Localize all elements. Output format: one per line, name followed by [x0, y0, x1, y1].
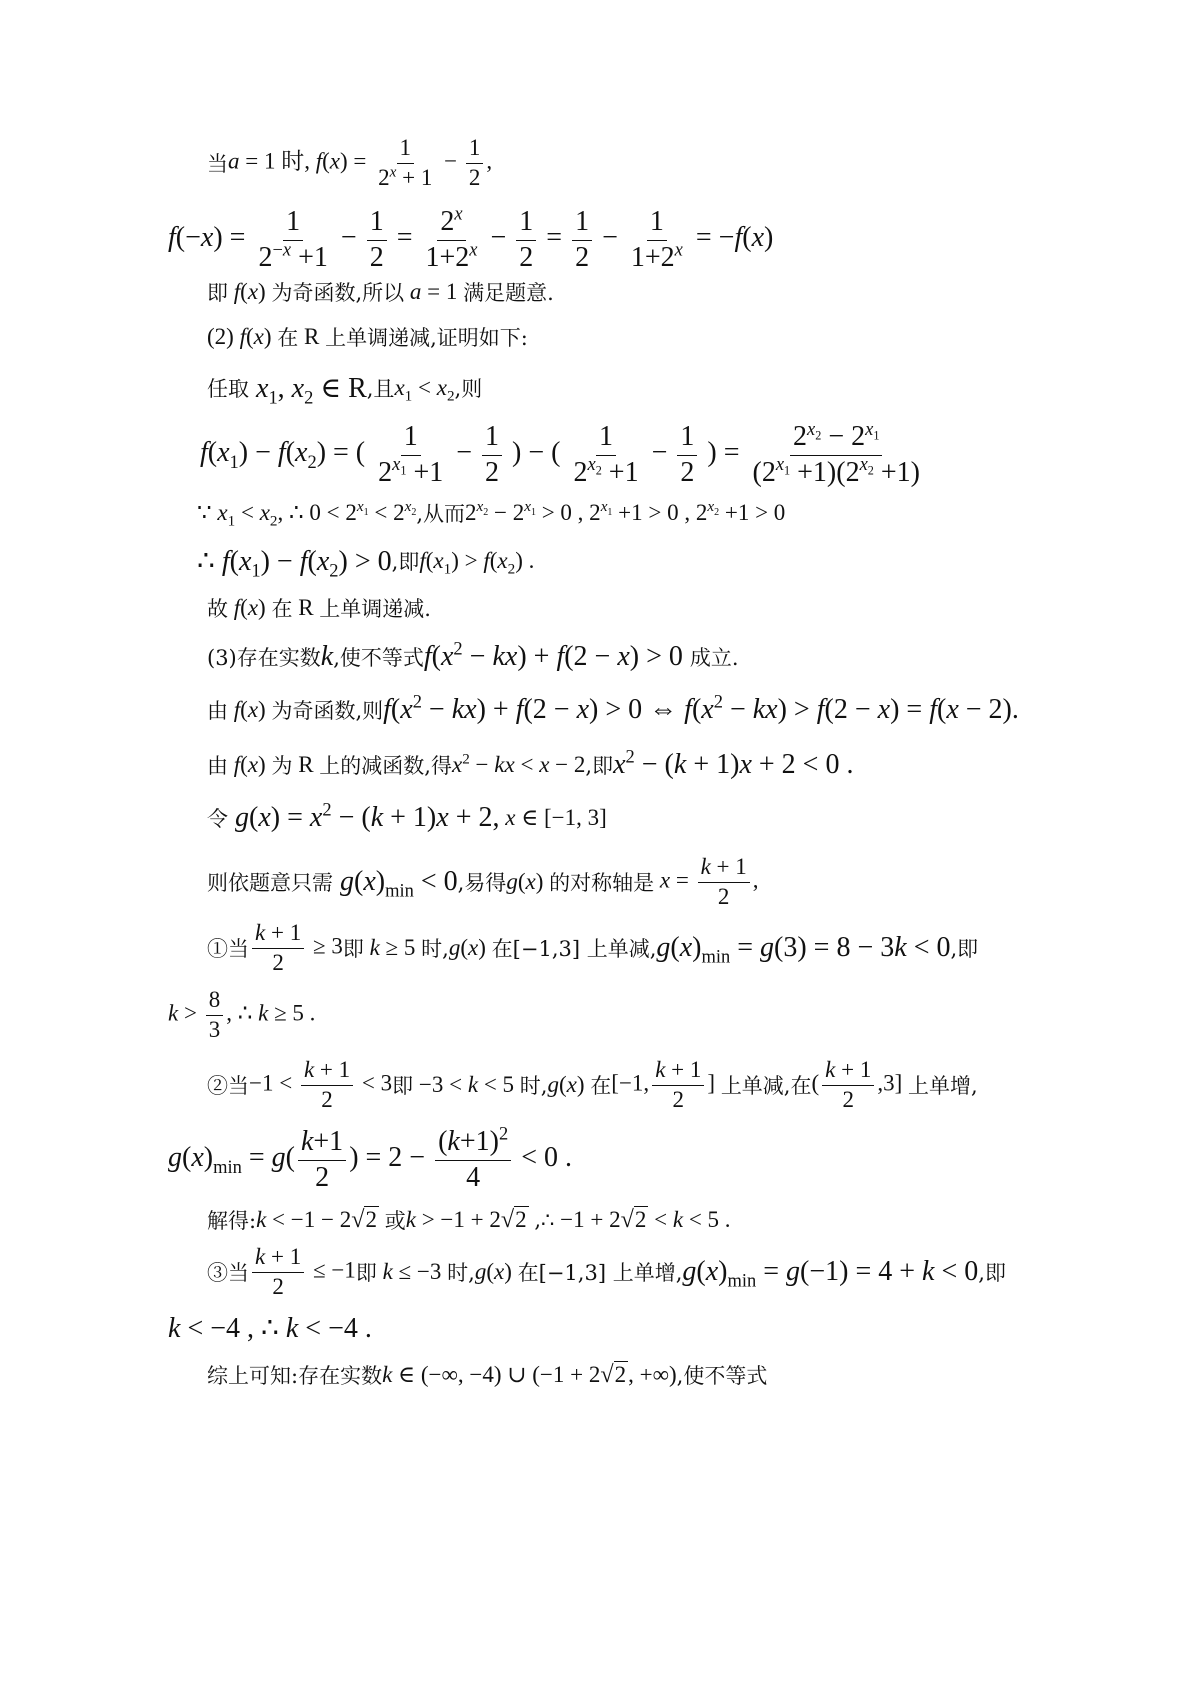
math-7b: $2^{x_2} - 2^{x_1} > 0$ , $2^{x_1} +1 > 0$ , $2^{x_2} +1 > 0$ — [465, 498, 786, 525]
text-9-after: 在 — [271, 597, 293, 621]
line-17 — [207, 1055, 1200, 1115]
line-12 — [207, 735, 1200, 795]
math-10b: $f(x^2 - kx) + f(2 - x) > 0$ — [423, 638, 690, 672]
text-19-lead: 解得: — [207, 1209, 257, 1233]
line-15 — [207, 918, 1200, 978]
text-15-mid: 时, — [421, 937, 449, 961]
line-11 — [207, 680, 1200, 740]
text-20-tail: 在[−1,3] 上单增, — [517, 1261, 683, 1285]
text-14-after: ,易得 — [457, 871, 507, 895]
line-2 — [168, 203, 1200, 273]
text-12-after: 为 — [271, 754, 293, 778]
math-17e: ( $\frac{k + 1}{2}$ ,3] — [811, 1056, 909, 1112]
text-15-after: 即 — [342, 937, 364, 961]
line-13 — [207, 788, 1200, 848]
math-12c: $x^2$ − kx < x − 2 — [451, 750, 586, 777]
math-17d: [−1, $\frac{k + 1}{2}$ ] — [611, 1056, 721, 1112]
math-15b: k ≥ 5 — [369, 935, 422, 960]
text-17-lead: ②当 — [207, 1074, 249, 1098]
math-12b: R — [292, 752, 320, 777]
text-5-tail: ,且 — [366, 377, 395, 401]
text-20-after: 即 — [355, 1261, 377, 1285]
text-8-tail: ,即 — [391, 550, 420, 574]
text-15-tail: 在[−1,3] 上单减, — [491, 937, 657, 961]
math-11a: f(x) — [233, 697, 272, 722]
text-5-end: ,则 — [454, 377, 483, 401]
text-20-mid: 时, — [447, 1261, 475, 1285]
text-7-mid: ,从而 — [416, 502, 465, 526]
math-16: k > $\frac{8}{3}$ , ∴ k ≥ 5 . — [168, 986, 316, 1042]
line-18 — [168, 1123, 1200, 1193]
text-12-lead: 由 — [207, 754, 228, 778]
math-20b: k ≤ −3 — [382, 1259, 448, 1284]
text-5-lead: 任取 — [207, 377, 249, 401]
text-4-after: 在 — [277, 326, 299, 350]
text-17-tail: 在 — [590, 1074, 612, 1098]
math-12d: $x^2 - (k + 1)x + 2 < 0$ . — [613, 746, 854, 780]
math-7a: ∵ $x_1 < x_2$, ∴ $0 < 2^{x_1} < 2^{x_2}$ — [197, 498, 417, 530]
math-13a: $g(x) = x^2 - (k + 1)x + 2$, — [235, 799, 500, 833]
math-3b: a = 1 — [409, 279, 464, 304]
math-5a: $x_1$, $x_2$ ∈ R — [256, 373, 367, 408]
text-19-tail: ,∴ — [534, 1208, 555, 1232]
text-17-after: 即 — [392, 1074, 414, 1098]
line-20 — [207, 1242, 1200, 1302]
text-1-lead: 当 — [207, 152, 228, 176]
text-11-lead: 由 — [207, 699, 228, 723]
math-8a: ∴ $f(x_1) - f(x_2) > 0$ — [197, 546, 392, 581]
text-17-mid: 时, — [519, 1074, 548, 1098]
line-14 — [207, 852, 1200, 912]
text-12-tail: ,即 — [585, 754, 614, 778]
line-6 — [200, 418, 1200, 488]
text-17-end: 上单减,在 — [720, 1074, 812, 1098]
text-15-lead: ①当 — [207, 937, 249, 961]
text-19-after: 或 — [384, 1209, 406, 1233]
text-20-end: ,即 — [978, 1261, 1006, 1285]
math-15a: $\frac{k + 1}{2}$ ≥ 3 — [249, 921, 343, 976]
line-19 — [207, 1190, 1200, 1250]
text-12-mid: 上的减函数,得 — [319, 754, 452, 778]
line-10 — [207, 627, 1200, 687]
math-9a: f(x) — [233, 595, 272, 620]
text-11-after: 为奇函数,则 — [271, 699, 384, 723]
text-3-lead: 即 — [207, 281, 228, 305]
text-4-tail: 上单调递减,证明如下: — [325, 326, 528, 350]
text-10-tail: 成立. — [689, 646, 739, 670]
math-11b: $f(x^2 - kx) + f(2 - x) > 0$ ⇔ $f(x^2 - kx) > f(2 - x) = f(x - 2)$. — [383, 691, 1019, 725]
math-2: f(−x) = $\frac{1}{2^{-x} +1}$ − $\frac{1}{2}$ = $\frac{2^x}{1+2^x}$ − $\frac{1}{2}$ = $\frac{1}{2}$ − $\frac{1}{1+2^x}$ = −f(x) — [168, 203, 774, 273]
math-3a: f(x) — [233, 279, 272, 304]
line-22 — [207, 1345, 1200, 1405]
text-15-end: ,即 — [950, 937, 979, 961]
math-1: a = 1 时, f(x) = $\frac{1}{2^x + 1}$ − $\frac{1}{2}$ , — [228, 134, 493, 190]
math-22: k ∈ (−∞, −4) ∪ (−1 + 2√2, +∞) — [382, 1361, 677, 1388]
math-13b: x ∈ [−1, 3] — [505, 805, 607, 830]
line-16 — [168, 985, 1200, 1045]
text-3-tail: 满足题意. — [463, 281, 554, 305]
text-9-lead: 故 — [207, 597, 228, 621]
math-12a: f(x) — [233, 752, 272, 777]
text-10-after: ,使不等式 — [333, 646, 424, 670]
text-22-lead: 综上可知:存在实数 — [207, 1364, 383, 1388]
math-17b: −3 < k < 5 — [413, 1072, 520, 1097]
math-4a: (2) f(x) — [207, 324, 278, 349]
math-21: k < −4 , ∴ k < −4 . — [168, 1313, 372, 1344]
math-19a: k < −1 − 2√2 — [256, 1206, 377, 1233]
text-14-lead: 则依题意只需 — [207, 871, 333, 895]
text-20-lead: ③当 — [207, 1261, 249, 1285]
text-14-tail: 的对称轴是 — [549, 871, 655, 895]
math-14b: g(x) — [506, 869, 550, 894]
math-20d: $g(x)_{min} = g(-1) = 4 + k < 0$ — [682, 1256, 979, 1291]
math-8b: $f(x_1) > f(x_2)$ . — [419, 548, 535, 578]
math-14a: $g(x)_{min} < 0$ — [340, 866, 458, 901]
math-19c: −1 + 2√2 < k < 5 . — [554, 1206, 731, 1233]
math-14c: x = $\frac{k + 1}{2}$ , — [659, 853, 759, 909]
math-5b: $x_1 < x_2$ — [394, 375, 455, 405]
math-6: $f(x_1) - f(x_2)$ = ( $\frac{1}{2^{x_1} +1}$ − $\frac{1}{2}$ ) − ( $\frac{1}{2^{x_2} +1}$ − $\frac{1}{2}$ ) = $\frac{2^{x_2} - 2^{x_1}}{(2^{x_1} +1)(2^{x_2} +1)}$ — [200, 418, 920, 488]
math-4b: R — [298, 324, 326, 349]
math-20c: g(x) — [474, 1259, 518, 1284]
text-13-lead: 令 — [207, 807, 228, 831]
math-10a: k — [320, 641, 334, 672]
math-18: $g(x)_{min} = g$( $\frac{k+1}{2}$ ) = 2 − $\frac{(k+1)^2}{4}$ < 0 . — [168, 1123, 573, 1193]
text-3-after: 为奇函数,所以 — [271, 281, 405, 305]
math-19b: k > −1 + 2√2 — [405, 1206, 527, 1233]
math-15d: $g(x)_{min} = g(3) = 8 - 3k < 0$ — [656, 932, 951, 967]
text-17-end2: 上单增, — [908, 1074, 978, 1098]
text-10-lead: (3)存在实数 — [207, 646, 321, 670]
text-9-tail: 上单调递减. — [319, 597, 431, 621]
line-5 — [207, 358, 1200, 418]
math-9b: R — [292, 595, 320, 620]
math-20a: $\frac{k + 1}{2}$ ≤ −1 — [249, 1245, 356, 1300]
line-1 — [207, 133, 1200, 193]
text-22-tail: ,使不等式 — [676, 1364, 768, 1388]
math-17a: −1 < $\frac{k + 1}{2}$ < 3 — [249, 1056, 393, 1112]
math-15c: g(x) — [448, 935, 492, 960]
math-17c: g(x) — [547, 1072, 591, 1097]
